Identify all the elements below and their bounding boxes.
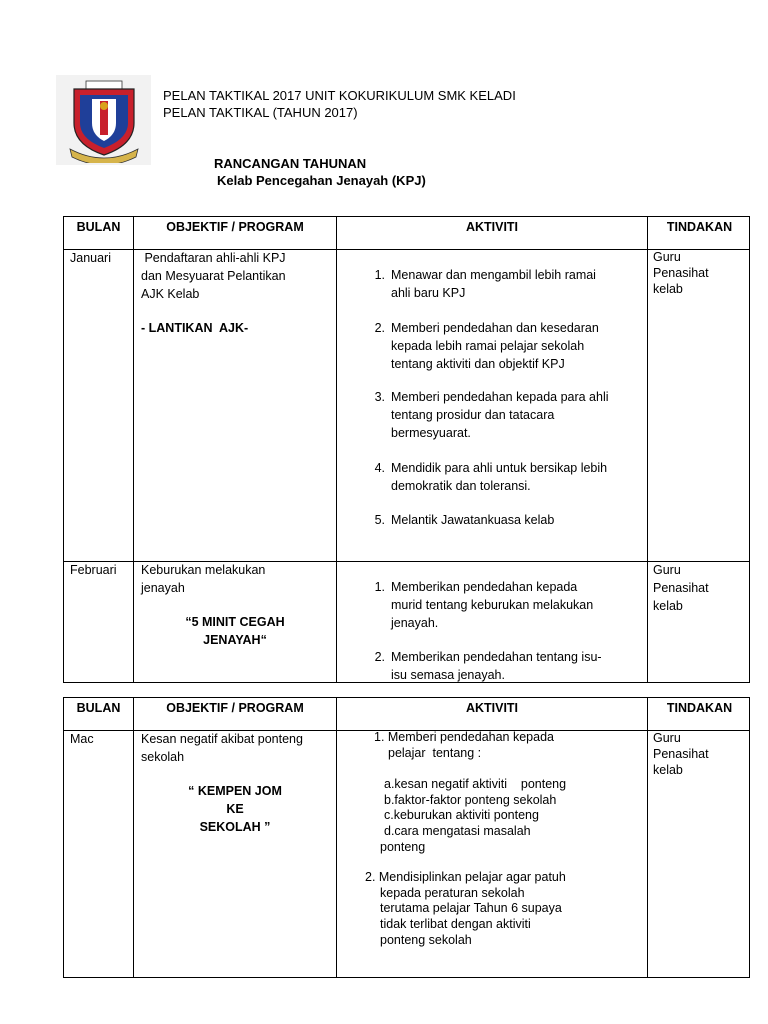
column-header-tindakan: TINDAKAN bbox=[666, 220, 733, 234]
januari-objektif: Pendaftaran ahli-ahli KPJ dan Mesyuarat Pelantikan AJK Kelab - LANTIKAN AJK- bbox=[141, 249, 331, 337]
list-item: 3. Memberi pendedahan kepada para ahli tentang prosidur dan tatacara bermesyuarat. bbox=[374, 390, 609, 440]
column-header-bulan: BULAN bbox=[76, 220, 121, 234]
column-header-bulan: BULAN bbox=[76, 701, 121, 715]
plan-table-1 bbox=[63, 216, 750, 683]
column-header-tindakan: TINDAKAN bbox=[666, 701, 733, 715]
list-item: 1. Menawar dan mengambil lebih ramai ahli baru KPJ bbox=[374, 268, 596, 300]
column-header-aktiviti: AKTIVITI bbox=[465, 701, 519, 715]
mac-tindakan: Guru Penasihat kelab bbox=[653, 731, 709, 777]
document-header bbox=[163, 87, 516, 121]
februari-program: “5 MINIT CEGAH JENAYAH“ bbox=[185, 615, 285, 647]
column-header-objektif: OBJEKTIF / PROGRAM bbox=[166, 220, 304, 234]
mac-bulan: Mac bbox=[70, 732, 94, 746]
plan-table-2: BULAN OBJEKTIF / PROGRAM AKTIVITI TINDAKAN Mac Kesan negatif akibat ponteng sekolah “ KEMPEN JOM KE SEKOLAH ” 1. Memberi pendedahan kepada pelajar tentang : a.kesan negatif aktiviti ponteng b.faktor-faktor ponteng sekolah c.keburukan aktiviti ponteng d.cara mengatasi masalah ponteng 2. Mendisiplinkan pelajar agar patuh kepada peraturan sekolah terutama pelajar Tahun 6 supaya tidak terlibat dengan aktiviti ponteng sekolah Guru Penasihat kelab bbox=[63, 697, 750, 978]
januari-program: - LANTIKAN AJK- bbox=[141, 321, 249, 335]
list-item: 4. Mendidik para ahli untuk bersikap lebih demokratik dan toleransi. bbox=[374, 461, 608, 493]
januari-tindakan: Guru Penasihat kelab bbox=[653, 250, 709, 296]
list-item: 2. Memberi pendedahan dan kesedaran kepada lebih ramai pelajar sekolah tentang aktiviti dan objektif KPJ bbox=[374, 321, 599, 371]
column-header-objektif: OBJEKTIF / PROGRAM bbox=[166, 701, 304, 715]
subtitle-line-2: Kelab Pencegahan Jenayah (KPJ) bbox=[217, 173, 426, 188]
document-subtitle bbox=[214, 155, 426, 189]
januari-bulan: Januari bbox=[70, 251, 111, 265]
column-header-aktiviti: AKTIVITI bbox=[465, 220, 519, 234]
februari-bulan: Februari bbox=[70, 563, 117, 577]
subtitle-line-1: RANCANGAN TAHUNAN bbox=[214, 156, 367, 171]
list-item: 2. Memberikan pendedahan tentang isu- isu semasa jenayah. bbox=[374, 650, 602, 682]
mac-program: “ KEMPEN JOM KE SEKOLAH ” bbox=[188, 784, 282, 834]
mac-objektif: Kesan negatif akibat ponteng sekolah bbox=[141, 732, 303, 764]
list-item: 5. Melantik Jawatankuasa kelab bbox=[374, 513, 555, 527]
list-item: 1. Memberikan pendedahan kepada murid tentang keburukan melakukan jenayah. bbox=[374, 580, 594, 630]
header-line-1: PELAN TAKTIKAL 2017 UNIT KOKURIKULUM SMK KELADI bbox=[163, 88, 516, 103]
school-logo bbox=[56, 75, 151, 165]
school-crest-icon bbox=[66, 79, 142, 163]
februari-tindakan: Guru Penasihat kelab bbox=[653, 563, 709, 613]
header-line-2: PELAN TAKTIKAL (TAHUN 2017) bbox=[163, 105, 358, 120]
februari-objektif: Keburukan melakukan jenayah bbox=[141, 563, 266, 595]
